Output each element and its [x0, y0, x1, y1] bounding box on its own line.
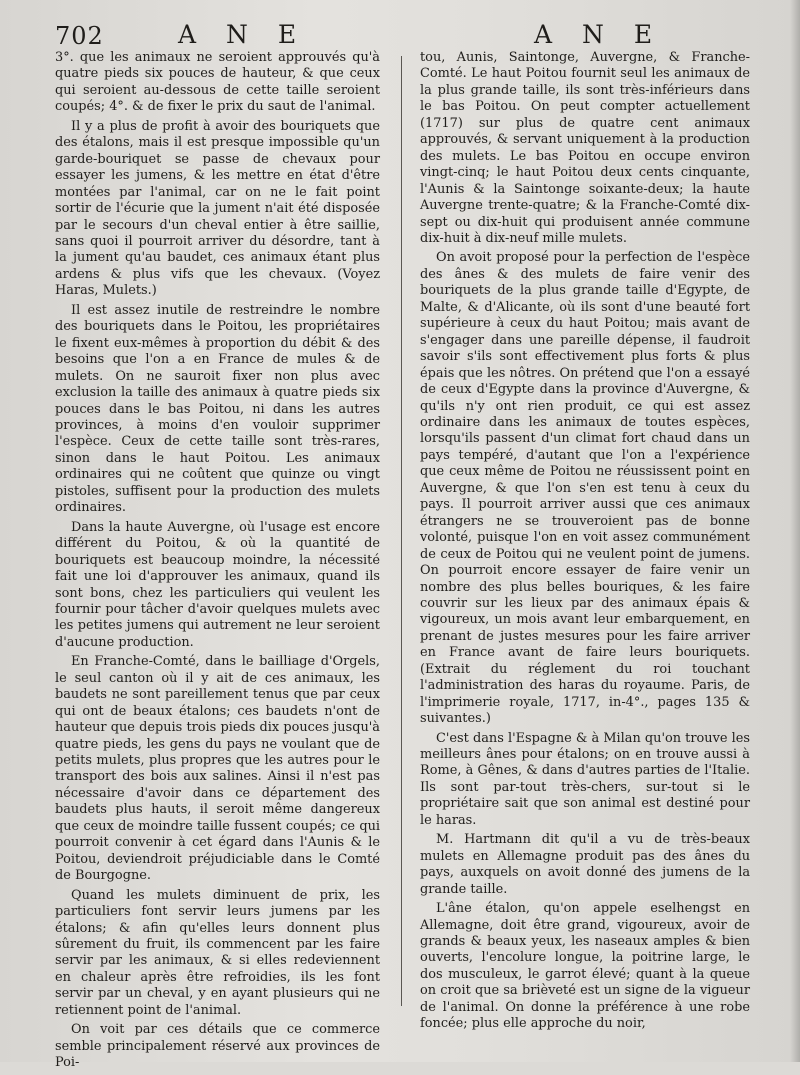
page-number: 702: [55, 22, 104, 50]
left-column: [55, 50, 380, 1075]
paragraph: Quand les mulets diminuent de prix, les particuliers font servir leurs jumens par les étalons; & afin qu'elles leurs donnent plus sûrement du fruit, ils commencent par les faire servir par les animaux, & si elles redeviennent en chaleur après être refroidies, ils les font servir par un cheval, y en ayant plusieurs qui ne retiennent point de l'animal.: [55, 887, 380, 1018]
paragraph: En Franche-Comté, dans le bailliage d'Orgels, le seul canton où il y ait de ces animaux, les baudets ne sont pareillement tenus que par ceux qui ont de beaux étalons; ces baudets n'ont de hauteur que depuis trois pieds dix pouces jusqu'à quatre pieds, les gens du pays ne voulant que de petits mulets, plus propres que les autres pour le transport des bois aux salines. Ainsi il n'est pas nécessaire d'avoir dans ce département des baudets plus hauts, il seroit même dangereux que ceux de moindre taille fussent coupés; ce qui pourroit convenir à cet égard dans l'Aunis & le Poitou, deviendroit préjudiciable dans le Comté de Bourgogne.: [55, 654, 380, 884]
paragraph: On voit par ces détails que ce commerce semble principalement réservé aux provinces de Poi-: [55, 1022, 380, 1071]
page-header: [0, 18, 800, 52]
paragraph: Dans la haute Auvergne, où l'usage est encore différent du Poitou, & où la quantité de bouriquets est beaucoup moindre, la nécessité fait une loi d'approuver les animaux, quand ils sont bons, chez les particuliers qui veulent les fournir pour tâcher d'avoir quelques mulets avec les petites jumens qui autrement ne leur seroient d'aucune production.: [55, 519, 380, 650]
paragraph: C'est dans l'Espagne & à Milan qu'on trouve les meilleurs ânes pour étalons; on en trouve aussi à Rome, à Gênes, & dans d'autres parties de l'Italie. Ils sont par-tout très-chers, sur-tout si le propriétaire sait que son animal est destiné pour le haras.: [420, 730, 750, 828]
running-head-left: A N E: [178, 20, 308, 49]
paragraph: L'âne étalon, qu'on appele eselhengst en Allemagne, doit être grand, vigoureux, avoir de grands & beaux yeux, les naseaux amples & bien ouverts, l'encolure longue, la poitrine large, le dos musculeux, le garrot élevé; quant à la queue on croit que sa brièveté est un signe de la vigueur de l'animal. On donne la préférence à une robe foncée; plus elle approche du noir,: [420, 901, 750, 1032]
paragraph: Il est assez inutile de restreindre le nombre des bouriquets dans le Poitou, les propriétaires le fixent eux-mêmes à proportion du débit & des besoins que l'on a en France de mules & de mulets. On ne sauroit fixer non plus avec exclusion la taille des animaux à quatre pieds six pouces dans le bas Poitou, ni dans les autres provinces, à moins d'en vouloir supprimer l'espèce. Ceux de cette taille sont très-rares, sinon dans le haut Poitou. Les animaux ordinaires qui ne coûtent que quinze ou vingt pistoles, suffisent pour la production des mulets ordinaires.: [55, 302, 380, 516]
paragraph: On avoit proposé pour la perfection de l'espèce des ânes & des mulets de faire venir des bouriquets de la plus grande taille d'Egypte, de Malte, & d'Alicante, où ils sont d'une beauté fort supérieure à ceux du haut Poitou; mais avant de s'engager dans une pareille dépense, il faudroit savoir s'ils sont effectivement plus forts & plus épais que les nôtres. On prétend que l'on a essayé de ceux d'Egypte dans la province d'Auvergne, & qu'ils n'y ont rien produit, ce qui est assez ordinaire dans les animaux de toutes espèces, lorsqu'ils passent d'un climat fort chaud dans un pays tempéré, d'autant que l'on a l'expérience que ceux même de Poitou ne réussissent point en Auvergne, & que l'on s'en est tenu à ceux du pays. Il pourroit arriver aussi que ces animaux étrangers ne se trouveroient pas de bonne volonté, puisque l'on en voit assez communément de ceux de Poitou qui ne veulent point de jumens. On pourroit encore essayer de faire venir un nombre des plus belles bouriques, & les faire couvrir sur les lieux par des animaux épais & vigoureux, un mois avant leur embarquement, en prenant de justes mesures pour les faire arriver en France avant de faire leurs bouriquets. (Extrait du réglement du roi touchant l'administration des haras du royaume. Paris, de l'imprimerie royale, 1717, in-4°., pages 135 & suivantes.): [420, 250, 750, 727]
running-head-right: A N E: [534, 20, 664, 49]
right-column: [420, 50, 750, 1036]
paragraph: 3°. que les animaux ne seroient approuvés qu'à quatre pieds six pouces de hauteur, & que ceux qui seroient au-dessous de cette taille seroient coupés; 4°. & de fixer le prix du saut de l'animal.: [55, 50, 380, 115]
paragraph: M. Hartmann dit qu'il a vu de très-beaux mulets en Allemagne produit pas des ânes du pays, auxquels on avoit donné des jumens de la grande taille.: [420, 832, 750, 897]
paragraph: Il y a plus de profit à avoir des bouriquets que des étalons, mais il est presque impossible qu'un garde-bouriquet se passe de chevaux pour essayer les jumens, & les mettre en état d'être montées par l'animal, car on ne le fait point sortir de l'écurie que la jument n'ait été disposée par le secours d'un cheval entier à être saillie, sans quoi il pourroit arriver du désordre, tant à la jument qu'au baudet, ces animaux étant plus ardens & plus vifs que les chevaux. (Voyez Haras, Mulets.): [55, 118, 380, 299]
page-edge-shadow: [790, 0, 800, 1062]
paragraph: tou, Aunis, Saintonge, Auvergne, & Franche-Comté. Le haut Poitou fournit seul les animaux de la plus grande taille, ils sont très-inférieurs dans le bas Poitou. On peut compter actuellement (1717) sur plus de quatre cent animaux approuvés, & servant uniquement à la production des mulets. Le bas Poitou en occupe environ vingt-cinq; le haut Poitou deux cents cinquante, l'Aunis & la Saintonge soixante-deux; la haute Auvergne trente-quatre; & la Franche-Comté dix-sept ou dix-huit qui produisent année commune dix-huit à dix-neuf mille mulets.: [420, 50, 750, 246]
column-divider: [401, 56, 402, 1006]
